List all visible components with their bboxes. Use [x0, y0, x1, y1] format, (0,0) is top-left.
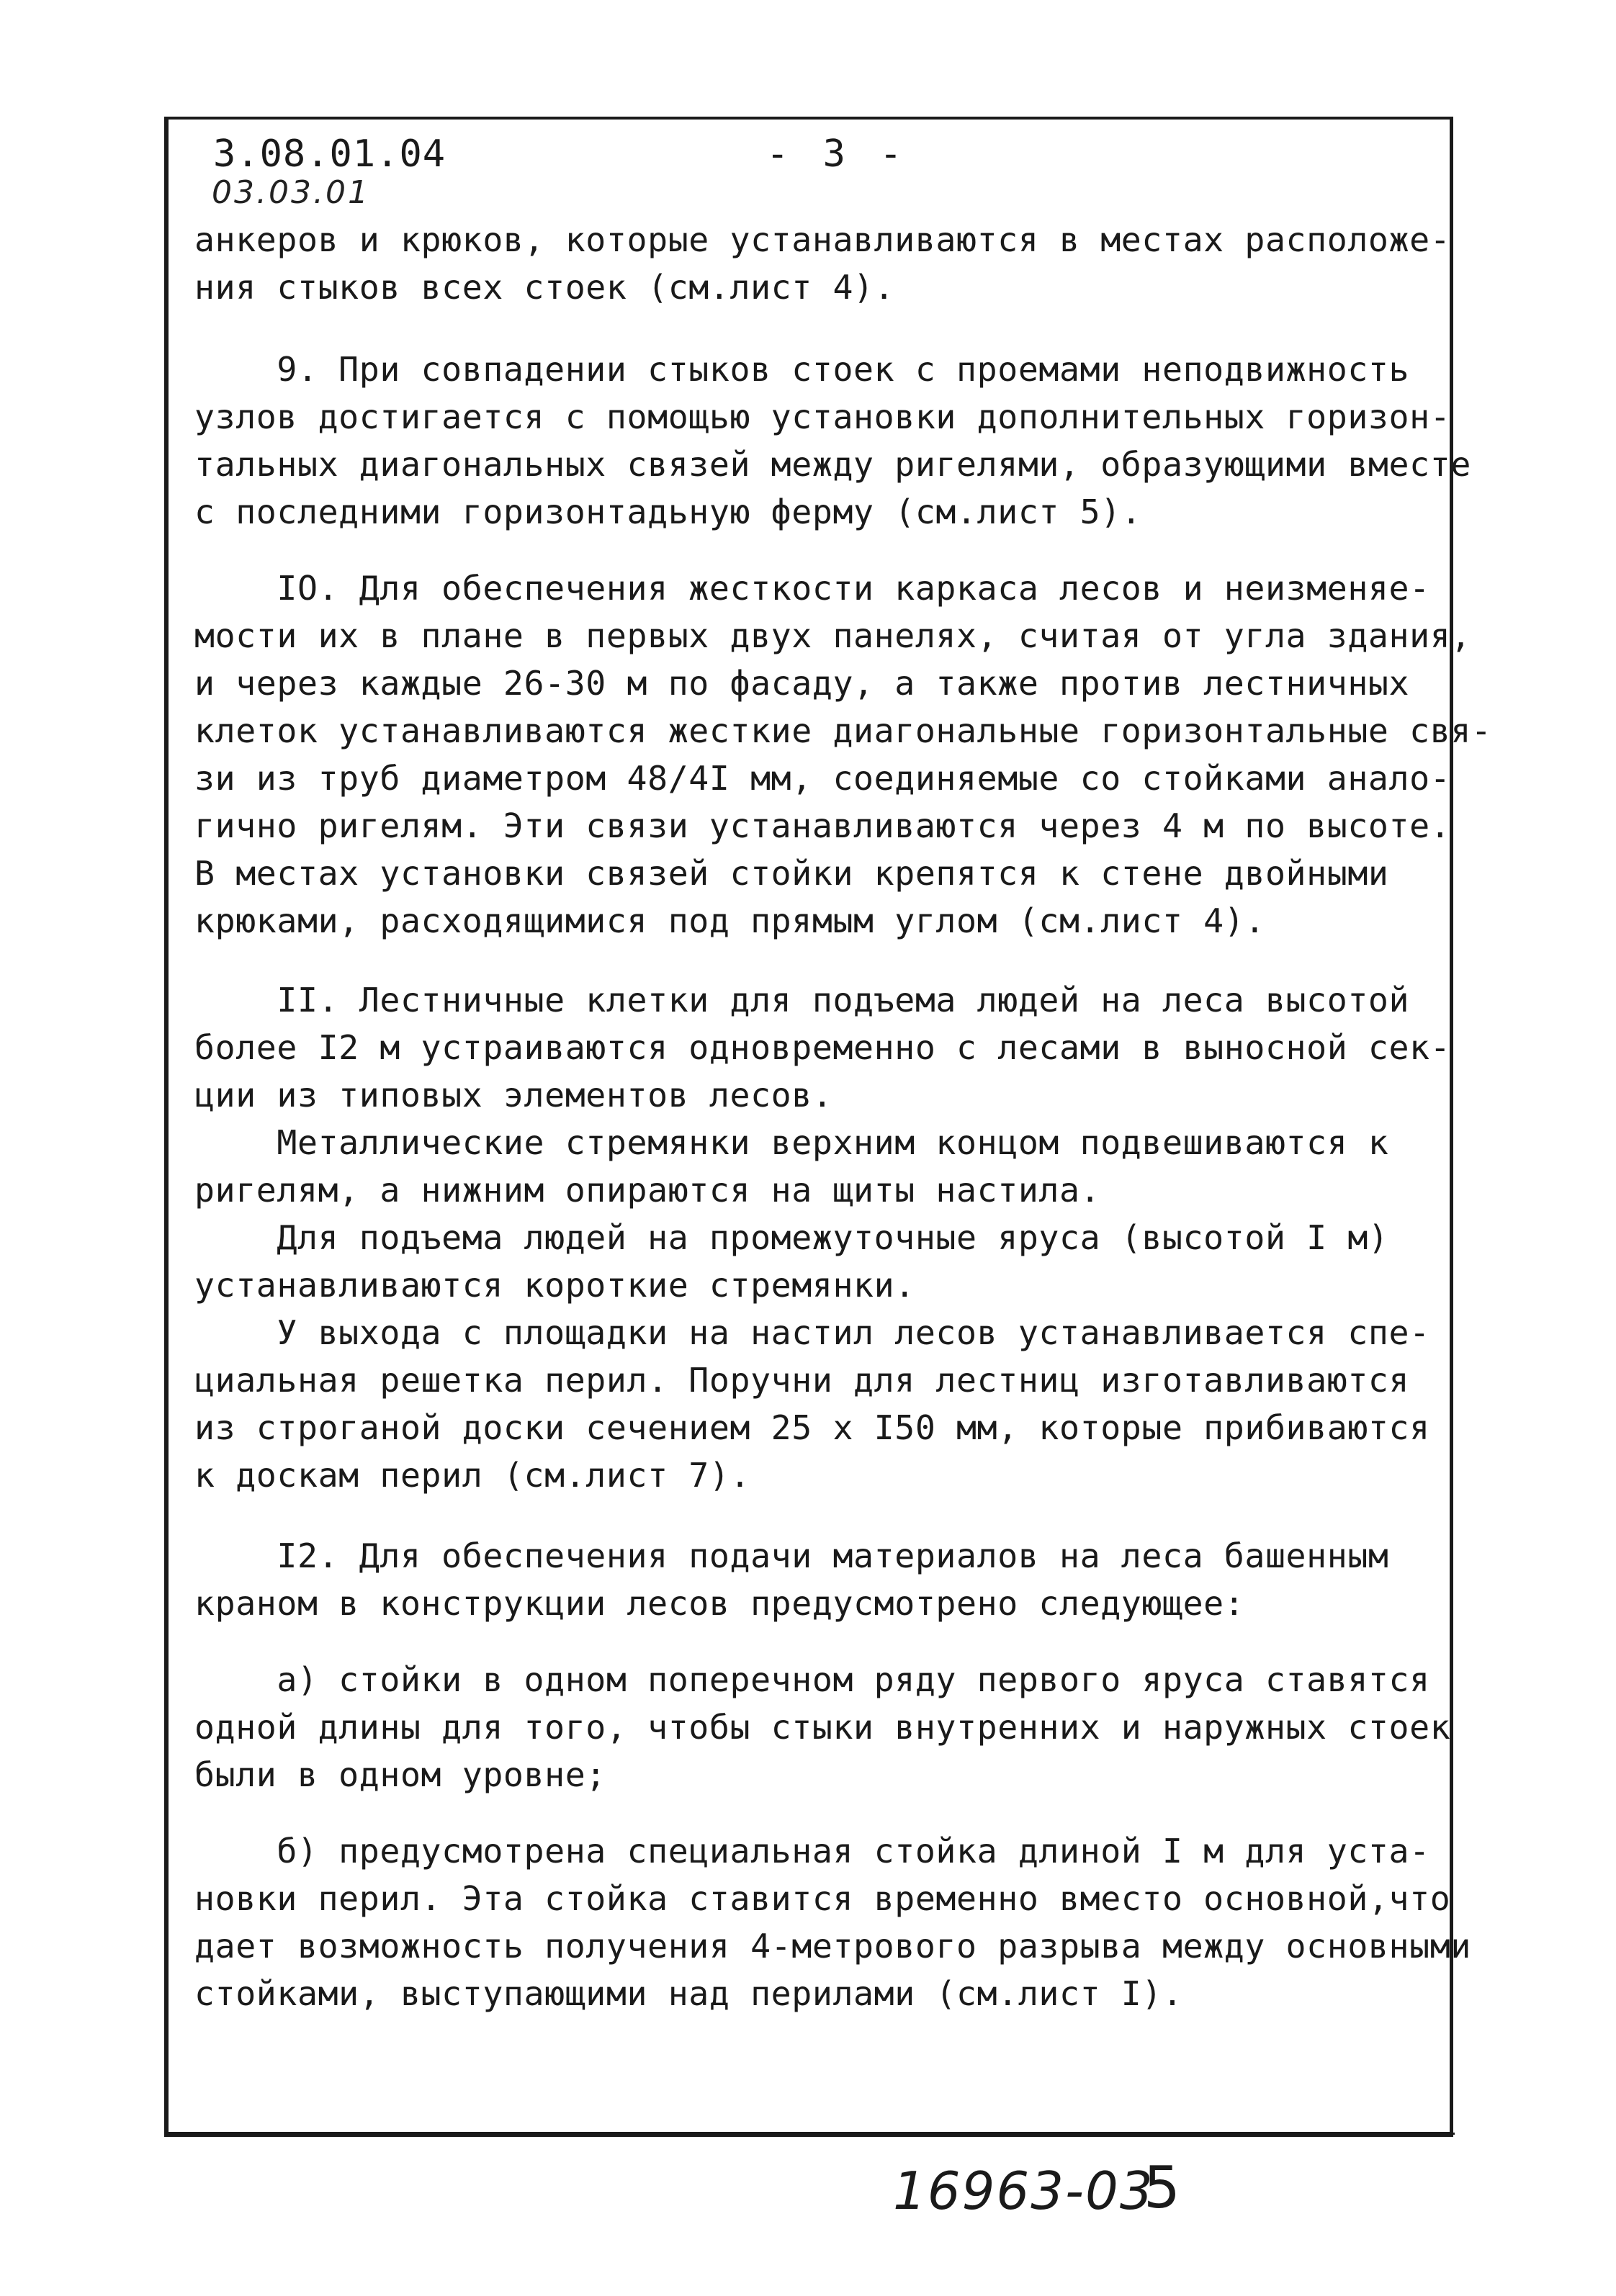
text-line: с последними горизонтадьную ферму (см.лист 5).	[194, 492, 1142, 531]
text-line: Металлические стремянки верхним концом подвешиваются к	[194, 1123, 1389, 1162]
text-line: из строганой доски сечением 25 х I50 мм, которые прибиваются	[194, 1408, 1430, 1447]
text-line: гично ригелям. Эти связи устанавливаются через 4 м по высоте.	[194, 806, 1451, 845]
text-line: ции из типовых элементов лесов.	[194, 1076, 833, 1115]
text-line: б) предусмотрена специальная стойка длиной I м для уста-	[194, 1832, 1430, 1870]
text-line: крюками, расходящимися под прямым углом (см.лист 4).	[194, 901, 1265, 940]
text-line: I2. Для обеспечения подачи материалов на леса башенным	[194, 1536, 1389, 1575]
text-line: ния стыков всех стоек (см.лист 4).	[194, 268, 895, 307]
text-line: Для подъема людей на промежуточные яруса (высотой I м)	[194, 1218, 1389, 1257]
text-line: клеток устанавливаются жесткие диагональные горизонтальные свя-	[194, 711, 1492, 750]
text-line: У выхода с площадки на настил лесов устанавливается спе-	[194, 1313, 1430, 1352]
text-line: стойками, выступающими над перилами (см.лист I).	[194, 1974, 1183, 2013]
text-line: дает возможность получения 4-метрового разрыва между основными	[194, 1927, 1471, 1966]
handwritten-code: 03.03.01	[212, 174, 370, 211]
page-number: - 3 -	[766, 132, 908, 176]
text-line: к доскам перил (см.лист 7).	[194, 1456, 751, 1495]
frame-tick	[1390, 2133, 1455, 2135]
text-line: зи из труб диаметром 48/4I мм, соединяемые со стойками анало-	[194, 759, 1451, 798]
text-line: были в одном уровне;	[194, 1755, 606, 1794]
text-line: мости их в плане в первых двух панелях, считая от угла здания,	[194, 616, 1471, 655]
archive-number: 16963-03	[893, 2161, 1154, 2221]
document-code: 3.08.01.04	[213, 132, 446, 176]
text-line: тальных диагональных связей между ригелями, образующими вместе	[194, 445, 1471, 484]
text-line: и через каждые 26-30 м по фасаду, а также против лестничных	[194, 664, 1410, 703]
text-line: II. Лестничные клетки для подъема людей на леса высотой	[194, 981, 1410, 1019]
text-line: анкеров и крюков, которые устанавливаются в местах расположе-	[194, 220, 1451, 259]
text-line: В местах установки связей стойки крепятся к стене двойными	[194, 854, 1389, 893]
text-line: краном в конструкции лесов предусмотрено следующее:	[194, 1584, 1245, 1623]
text-line: а) стойки в одном поперечном ряду первого яруса ставятся	[194, 1660, 1430, 1699]
text-line: устанавливаются короткие стремянки.	[194, 1266, 915, 1305]
text-line: ригелям, а нижним опираются на щиты настила.	[194, 1171, 1101, 1210]
body-text	[194, 216, 1492, 2017]
sheet-number: 5	[1144, 2154, 1180, 2221]
text-line: более I2 м устраиваются одновременно с лесами в выносной сек-	[194, 1028, 1451, 1067]
text-line: IO. Для обеспечения жесткости каркаса лесов и неизменяе-	[194, 569, 1430, 608]
text-line: 9. При совпадении стыков стоек с проемами неподвижность	[194, 350, 1410, 389]
text-line: новки перил. Эта стойка ставится временно вместо основной,что	[194, 1879, 1451, 1918]
text-line: циальная решетка перил. Поручни для лестниц изготавливаются	[194, 1361, 1410, 1400]
text-line: одной длины для того, чтобы стыки внутренних и наружных стоек	[194, 1708, 1451, 1747]
text-line: узлов достигается с помощью установки дополнительных горизон-	[194, 397, 1451, 436]
